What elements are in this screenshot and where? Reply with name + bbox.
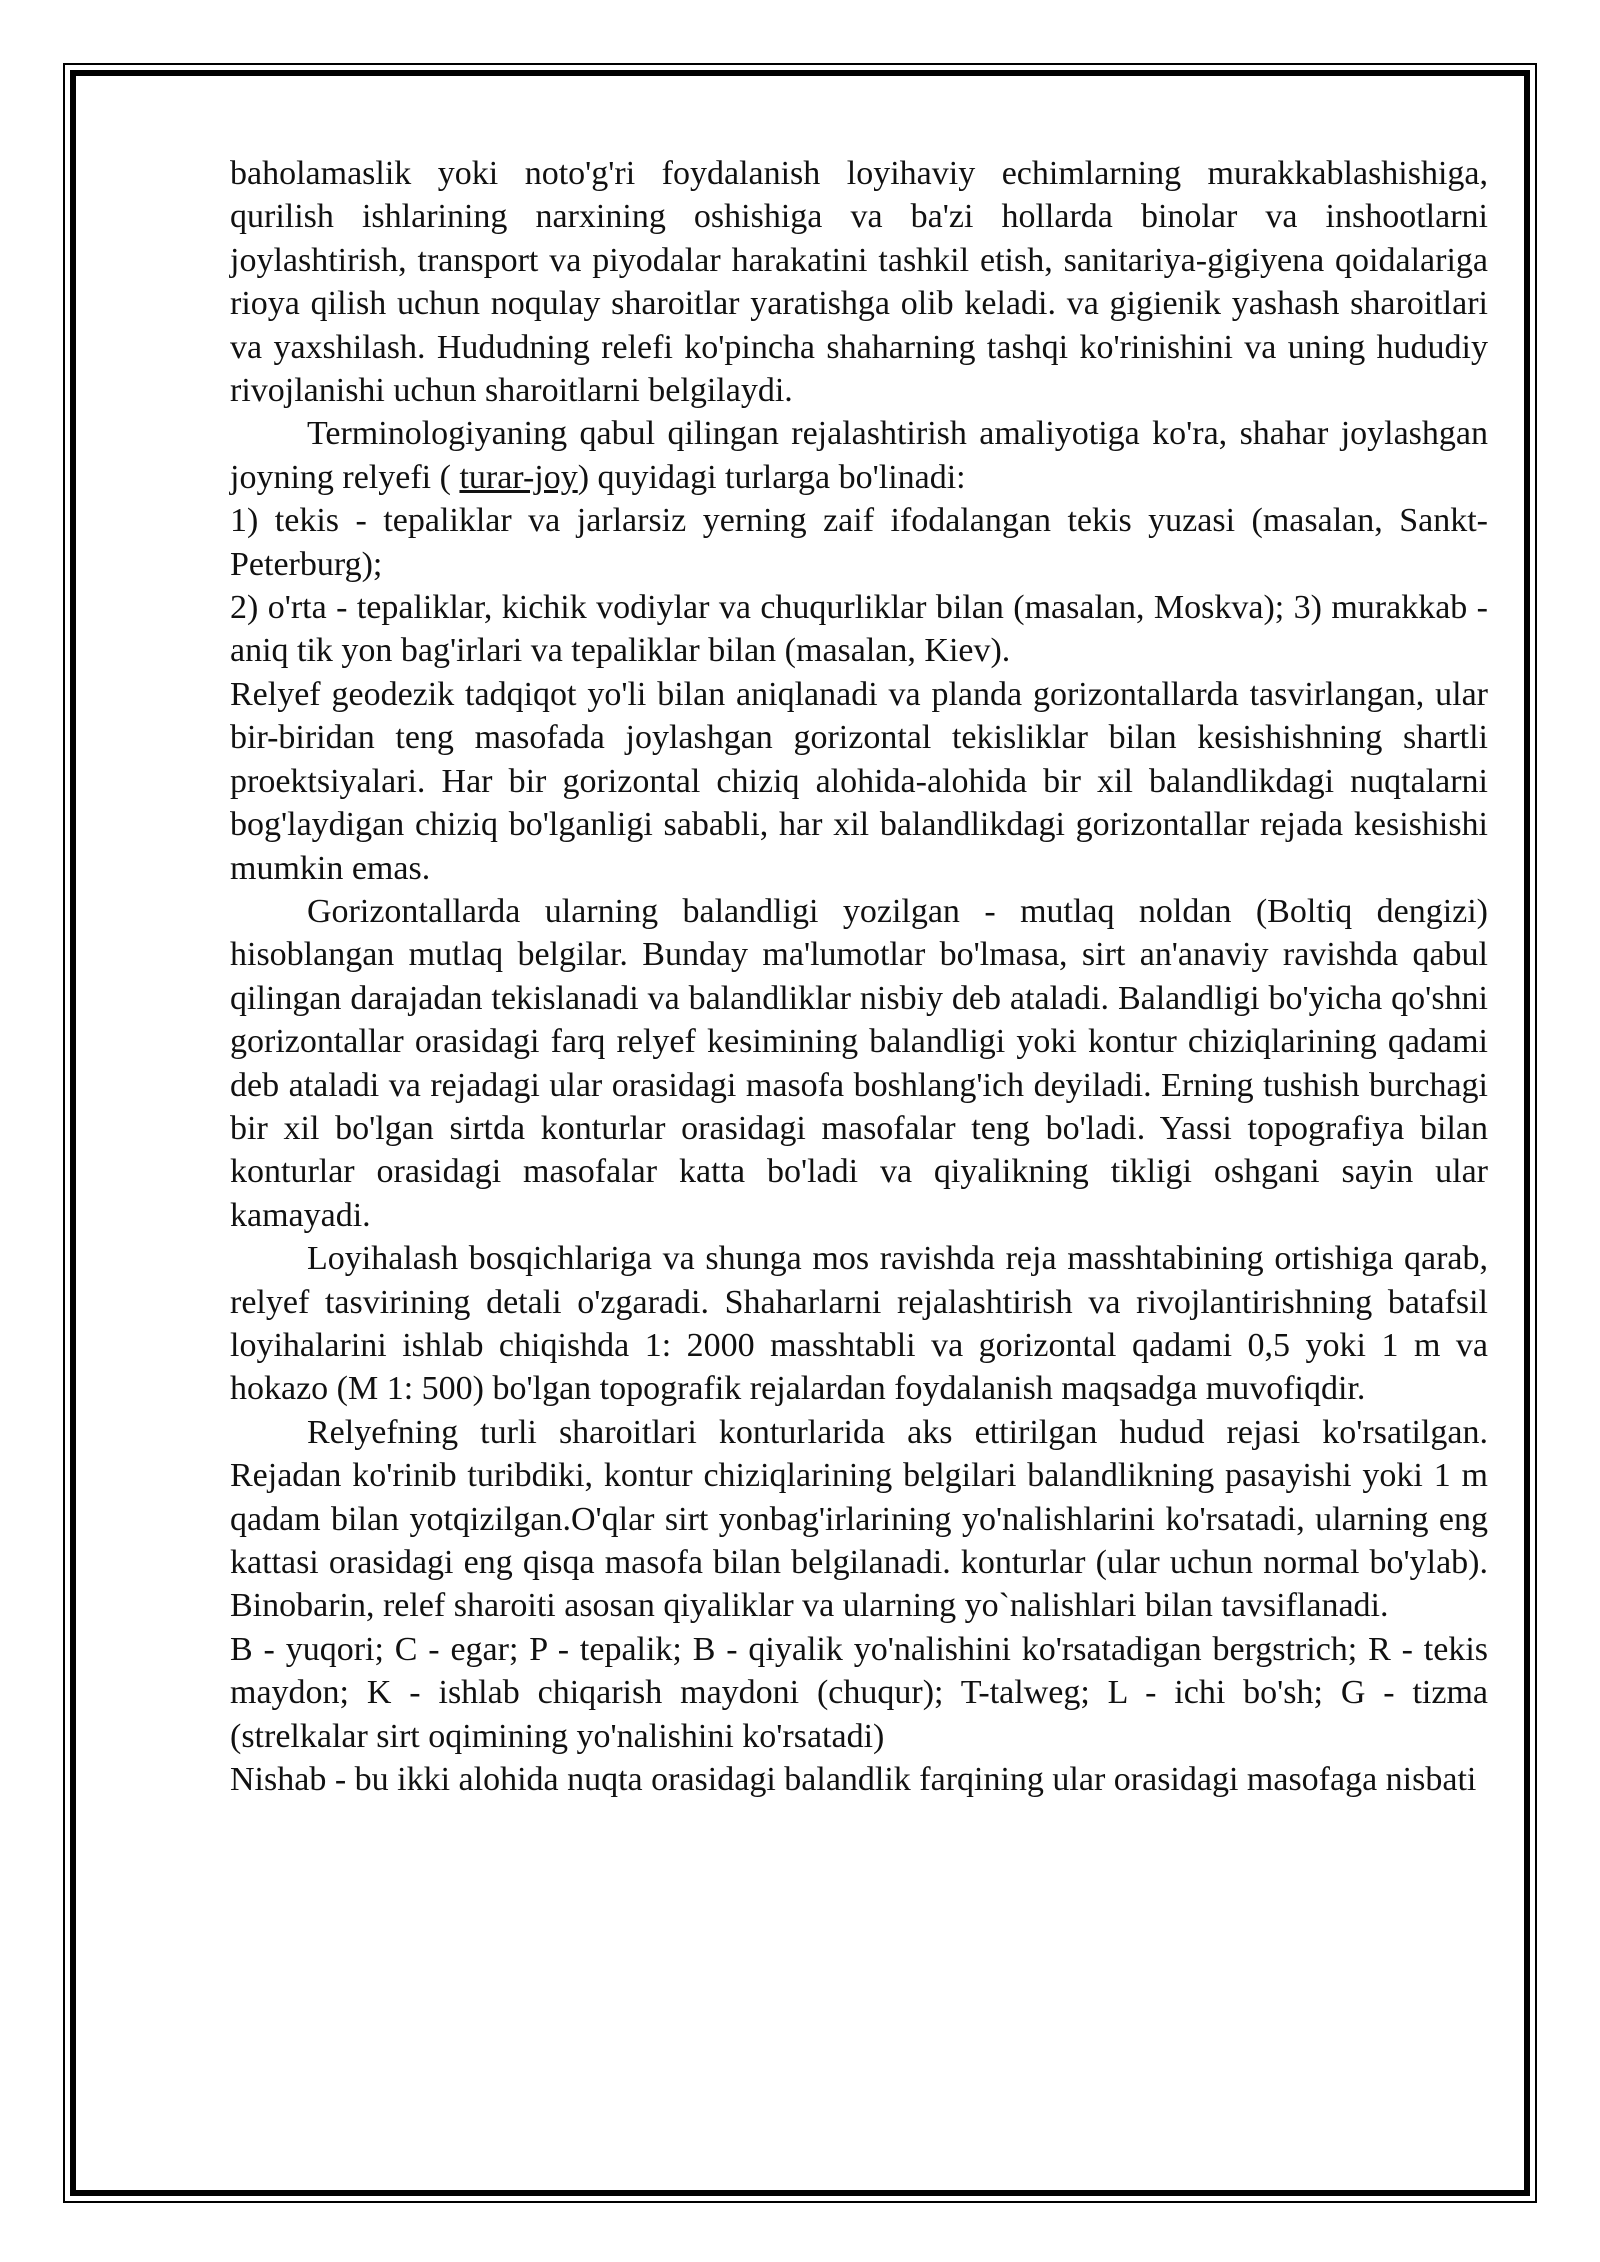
list-item-medium-complex: 2) o'rta - tepaliklar, kichik vodiylar va chuqurliklar bilan (masalan, Moskva); 3) murakkab - aniq tik yon bag'irlari va tepaliklar bilan (masalan, Kiev). bbox=[230, 589, 1488, 670]
paragraph-relief-conditions: Relyefning turli sharoitlari konturlarida aks ettirilgan hudud rejasi ko'rsatilgan. Rejadan ko'rinib turibdiki, kontur chiziqlarining belgilari balandlikning pasayishi yoki 1 m qadam bilan yotqizilgan.O'qlar sirt yonbag'irlarining yo'nalishlarini ko'rsatadi, ularning eng kattasi orasidagi eng qisqa masofa bilan belgilanadi. konturlar (ular uchun normal bo'ylab). Binobarin, relef sharoiti asosan qiyaliklar va ularning yo`nalishlari bilan tavsiflanadi. bbox=[230, 1413, 1488, 1625]
paragraph-relief-importance: baholamaslik yoki noto'g'ri foydalanish loyihaviy echimlarning murakkablashishiga, qurilish ishlarining narxining oshishiga va ba'zi hollarda binolar va inshootlarni joylashtirish, transport va piyodalar harakatini tashkil etish, sanitariya-gigiyena qoidalariga rioya qilish uchun noqulay sharoitlar yaratishga olib keladi. va gigienik yashash sharoitlari va yaxshilash. Hududning relefi ko'pincha shaharning tashqi ko'rinishini va uning hududiy rivojlanishi uchun sharoitlarni belgilaydi. bbox=[230, 155, 1488, 410]
paragraph-terminology-end: ) quyidagi turlarga bo'linadi: bbox=[577, 458, 966, 496]
paragraph-design-stages: Loyihalash bosqichlariga va shunga mos ravishda reja masshtabining ortishiga qarab, relyef tasvirining detali o'zgaradi. Shaharlarni rejalashtirish va rivojlantirishning batafsil loyihalarini ishlab chiqishda 1: 2000 masshtabli va gorizontal qadami 0,5 yoki 1 m va hokazo (M 1: 500) bo'lgan topografik rejalardan foydalanish maqsadga muvofiqdir. bbox=[230, 1240, 1488, 1408]
document-body bbox=[230, 152, 1488, 1801]
paragraph-legend: B - yuqori; C - egar; P - tepalik; B - qiyalik yo'nalishini ko'rsatadigan bergstrich; R - tekis maydon; K - ishlab chiqarish maydoni (chuqur); T-talweg; L - ichi bo'sh; G - tizma (strelkalar sirt oqimining yo'nalishini ko'rsatadi) bbox=[230, 1630, 1488, 1755]
paragraph-slope-definition: Nishab - bu ikki alohida nuqta orasidagi balandlik farqining ular orasidagi masofaga nisbati bbox=[230, 1761, 1477, 1799]
paragraph-geodetic-survey: Relyef geodezik tadqiqot yo'li bilan aniqlanadi va planda gorizontallarda tasvirlangan, ular bir-biridan teng masofada joylashgan gorizontal tekisliklar bilan kesishishning shartli proektsiyalari. Har bir gorizontal chiziq alohida-alohida bir xil balandlikdagi nuqtalarni bog'laydigan chiziq bo'lganligi sababli, har xil balandlikdagi gorizontallar rejada kesishishi mumkin emas. bbox=[230, 675, 1488, 887]
paragraph-absolute-marks: Gorizontallarda ularning balandligi yozilgan - mutlaq noldan (Boltiq dengizi) hisoblangan mutlaq belgilar. Bunday ma'lumotlar bo'lmasa, sirt an'anaviy ravishda qabul qilingan darajadan tekislanadi va balandliklar nisbiy deb ataladi. Balandligi bo'yicha qo'shni gorizontallar orasidagi farq relyef kesimining balandligi yoki kontur chiziqlarining qadami deb ataladi va rejadagi ular orasidagi masofa boshlang'ich deyiladi. Erning tushish burchagi bir xil bo'lgan sirtda konturlar orasidagi masofalar teng bo'ladi. Yassi topografiya bilan konturlar orasidagi masofalar katta bo'ladi va qiyalikning tikligi oshgani sayin ular kamayadi. bbox=[230, 892, 1488, 1234]
paragraph-terminology-start: Terminologiyaning qabul qilingan rejalashtirish amaliyotiga ko'ra, shahar joylashgan joyning relyefi ( bbox=[230, 415, 1488, 496]
turar-joy-link[interactable]: turar-joy bbox=[459, 458, 578, 496]
list-item-flat: 1) tekis - tepaliklar va jarlarsiz yerning zaif ifodalangan tekis yuzasi (masalan, Sankt-Peterburg); bbox=[230, 502, 1488, 583]
paragraph-terminology bbox=[230, 412, 1488, 499]
